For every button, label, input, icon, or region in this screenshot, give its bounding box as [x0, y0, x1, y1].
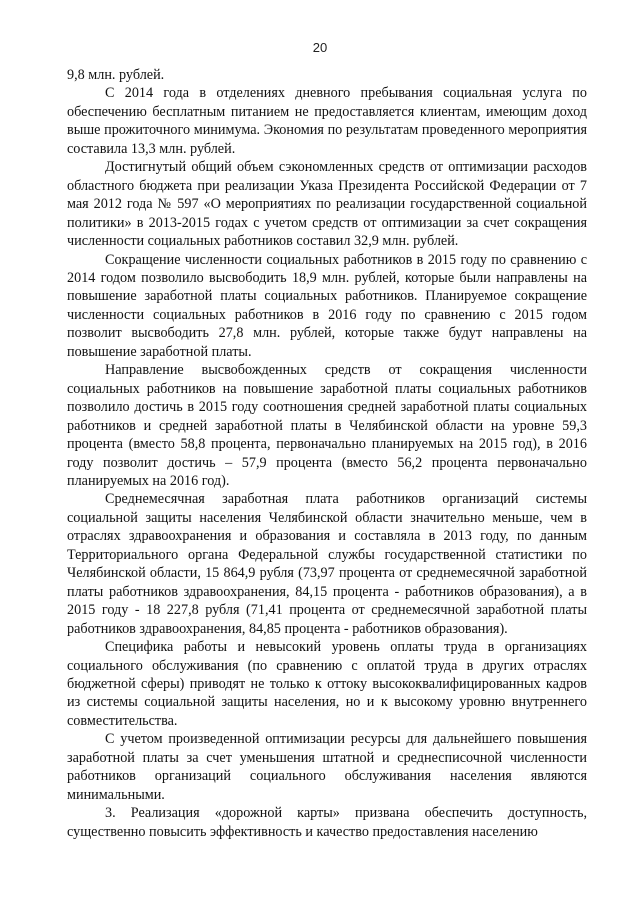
- paragraph-average-salary: Среднемесячная заработная плата работников организаций системы социальной защиты населения Челябинской области значительно меньше, чем в отраслях здравоохранения и образования и составляла в 2013 году, по данным Территориального органа Федеральной службы государственной статистики по Челябинской области, 15 864,9 рубля (73,97 процента от среднемесячной заработной платы работников здравоохранения, 84,15 процента - работников образования), а в 2015 году - 18 227,8 рубля (71,41 процента от среднемесячной заработной платы работников здравоохранения, 84,85 процента - работников образования).: [67, 491, 587, 637]
- paragraph-roadmap: 3. Реализация «дорожной карты» призвана обеспечить доступность, существенно повысить эффективность и качество предоставления населению: [67, 805, 587, 840]
- paragraph-salary-ratio: Направление высвобожденных средств от сокращения численности социальных работников на повышение заработной платы социальных работников позволило достичь в 2015 году соотношения средней заработной платы социальных работников и средней заработной платы в Челябинской области на уровне 59,3 процента (вместо 58,8 процента, первоначально планируемых на 2015 год), в 2016 году позволит достичь – 57,9 процента (вместо 56,2 процента первоначально планируемых на 2016 год).: [67, 362, 587, 489]
- page-number: 20: [312, 40, 328, 55]
- paragraph-optimization-resources: С учетом произведенной оптимизации ресурсы для дальнейшего повышения заработной платы за счет уменьшения штатной и среднесписочной численности работников организаций социального обслуживания населения являются минимальными.: [67, 731, 587, 803]
- paragraph-continuation: 9,8 млн. рублей.: [67, 67, 165, 83]
- document-body: [67, 66, 587, 841]
- paragraph-meal-service: С 2014 года в отделениях дневного пребывания социальная услуга по обеспечению бесплатным питанием не предоставляется клиентам, имеющим доход выше прожиточного минимума. Экономия по результатам проведенного мероприятия составила 13,3 млн. рублей.: [67, 85, 587, 157]
- paragraph-staff-reduction: Сокращение численности социальных работников в 2015 году по сравнению с 2014 годом позволило высвободить 18,9 млн. рублей, которые были направлены на повышение заработной платы социальных работников. Планируемое сокращение численности социальных работников в 2016 году по сравнению с 2015 годом позволит высвободить 27,8 млн. рублей, которые также будут направлены на повышение заработной платы.: [67, 251, 587, 360]
- paragraph-total-savings: Достигнутый общий объем сэкономленных средств от оптимизации расходов областного бюджета при реализации Указа Президента Российской Федерации от 7 мая 2012 года № 597 «О мероприятиях по реализации государственной социальной политики» в 2013-2015 годах с учетом средств от оптимизации за счет сокращения численности социальных работников составил 32,9 млн. рублей.: [67, 159, 587, 250]
- paragraph-work-specifics: Специфика работы и невысокий уровень оплаты труда в организациях социального обслуживания (по сравнению с оплатой труда в других отраслях бюджетной сферы) приводят не только к оттоку высококвалифицированных кадров из системы социальной защиты населения, но и к высокому уровню внутреннего совместительства.: [67, 639, 587, 729]
